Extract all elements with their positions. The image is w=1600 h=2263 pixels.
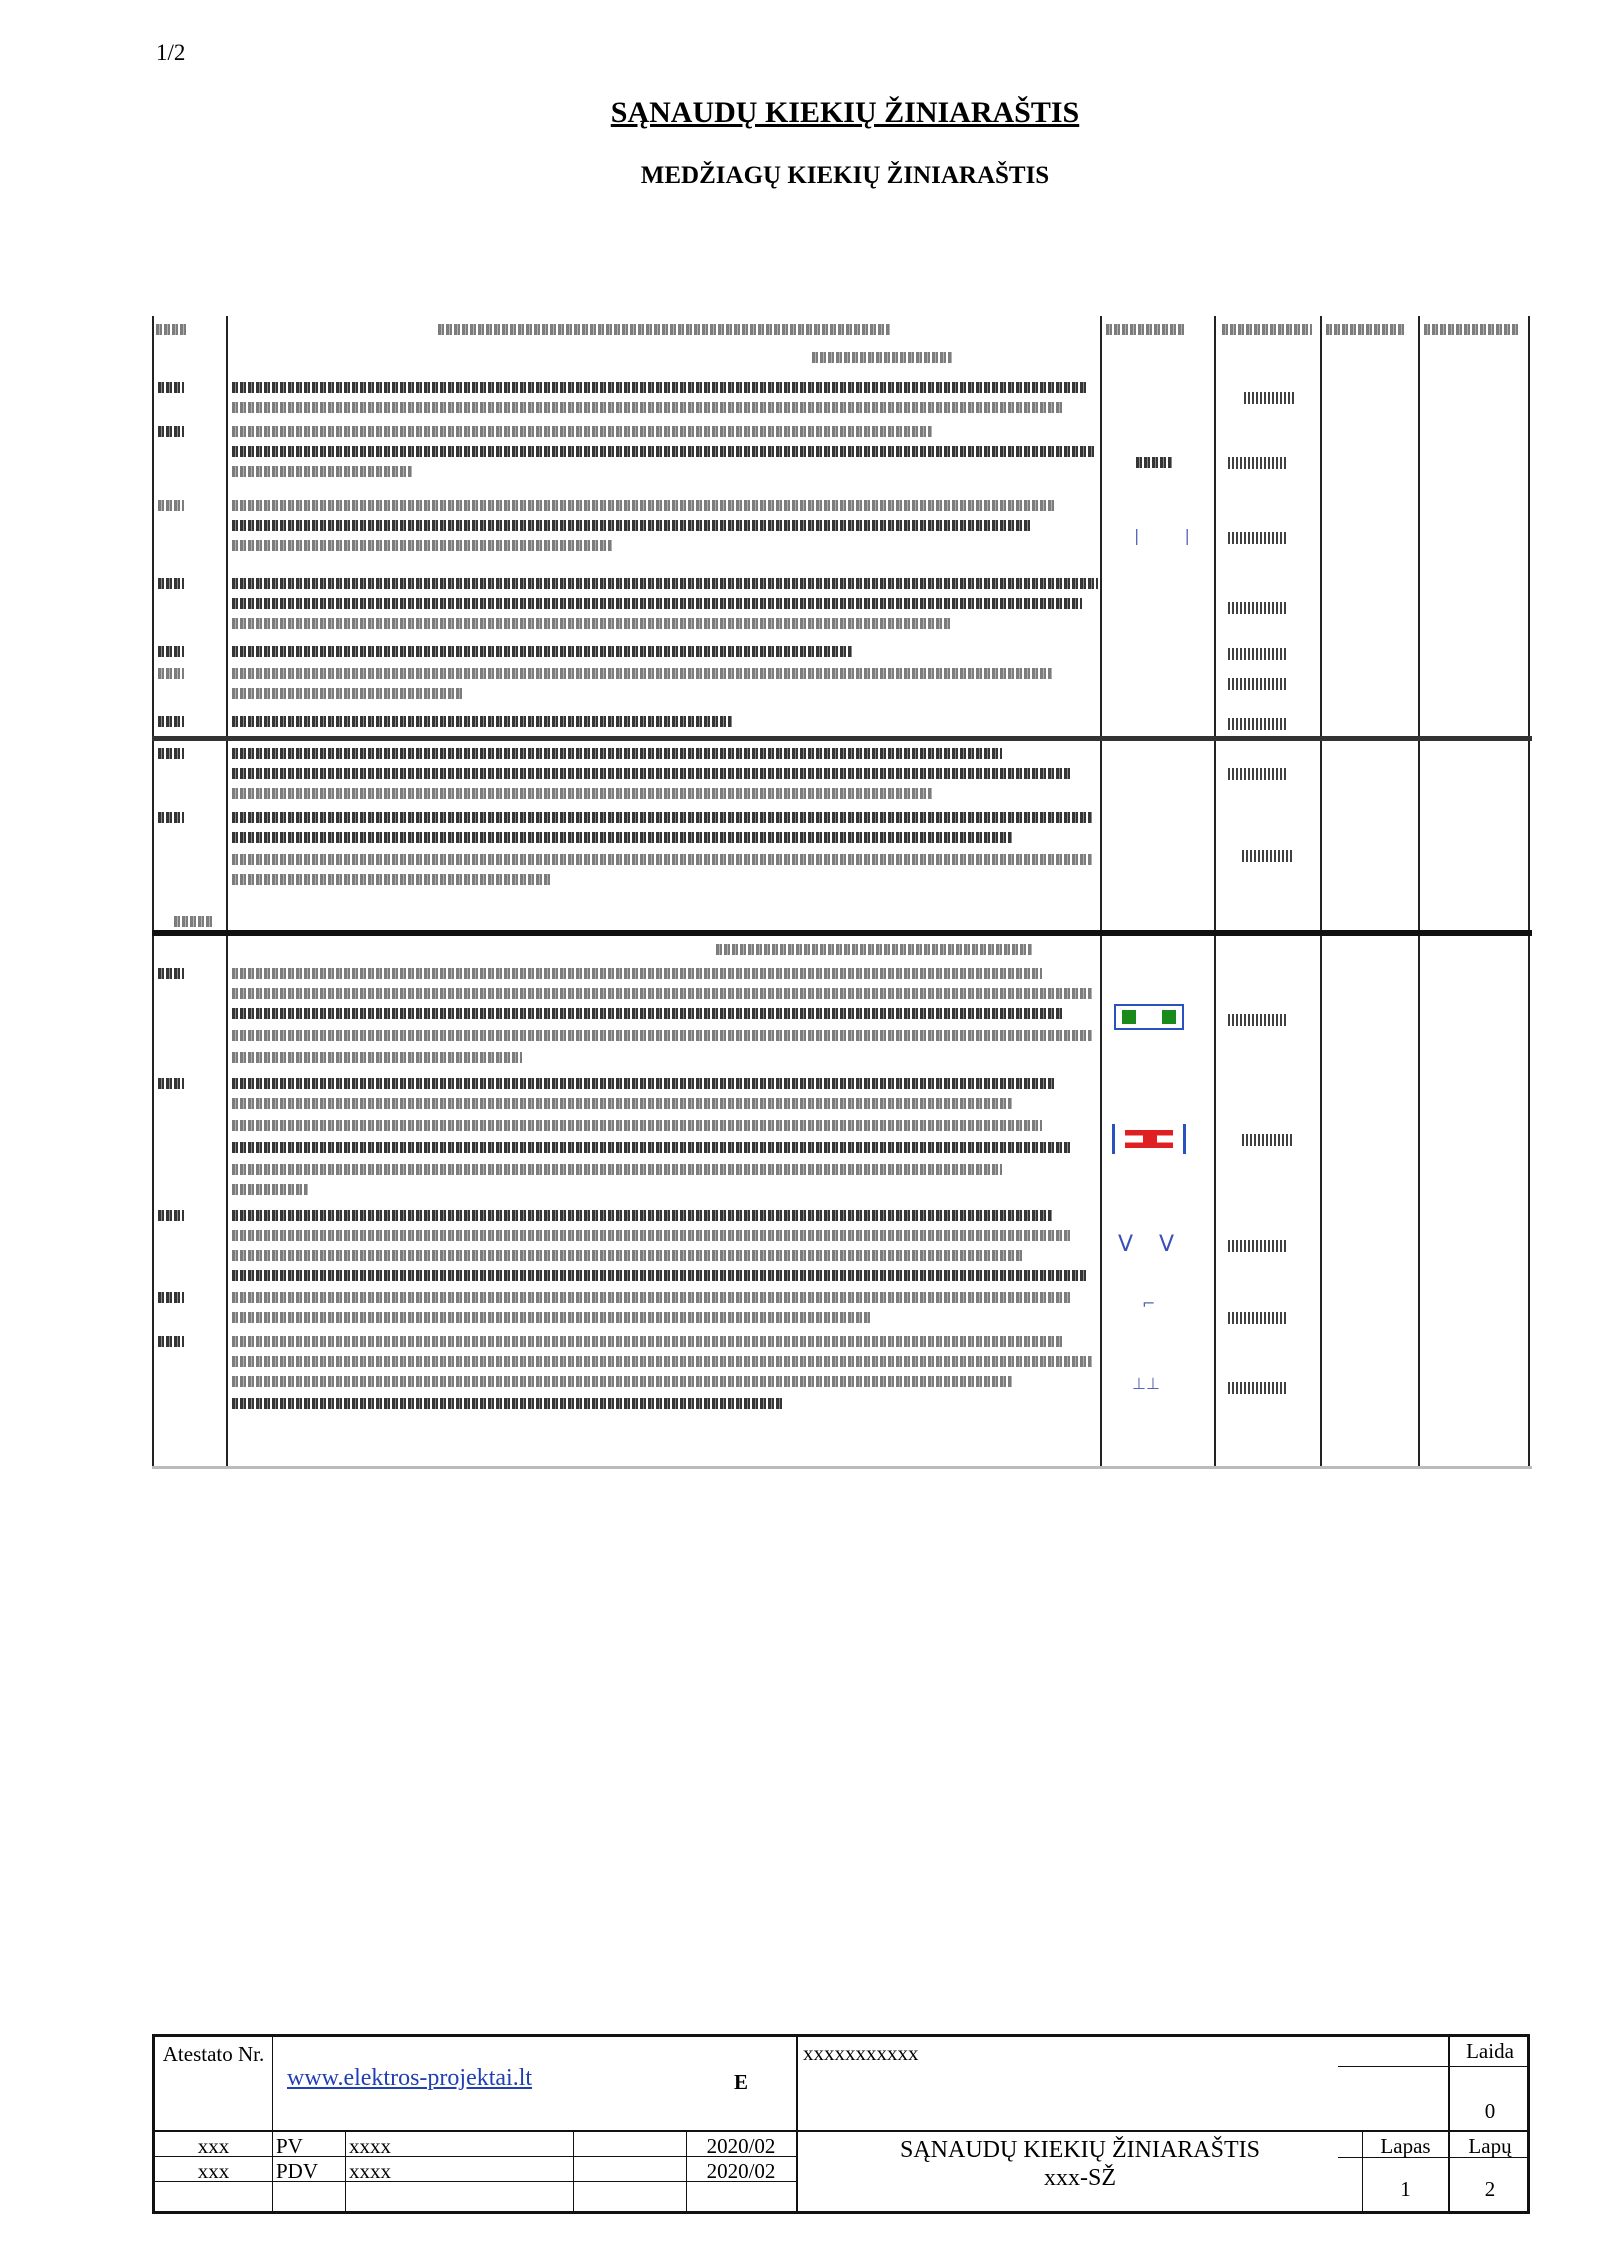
unit-cell	[1228, 1382, 1288, 1394]
website-link	[287, 2065, 532, 2092]
table-divider	[1100, 316, 1102, 1468]
materials-table	[152, 316, 1532, 1468]
unit-cell	[1228, 457, 1288, 469]
section-heading	[716, 944, 1032, 955]
row-text	[232, 426, 932, 437]
grid-line	[272, 2037, 273, 2130]
grid-line	[1338, 2066, 1527, 2067]
header-cell	[1106, 324, 1186, 335]
table-border	[1528, 316, 1530, 1468]
row2-code: xxx	[197, 2159, 230, 2183]
row-text	[232, 1210, 1052, 1221]
unit-cell	[1228, 1014, 1288, 1026]
row-text	[232, 748, 1002, 759]
row-text	[232, 646, 852, 657]
grid-line	[272, 2130, 273, 2211]
row-text	[232, 716, 732, 727]
row-text	[232, 402, 1062, 413]
row-text	[232, 466, 412, 477]
row-text	[232, 1184, 308, 1195]
row-text	[232, 500, 1056, 511]
unit-cell	[1242, 1134, 1294, 1146]
unit-cell	[1228, 768, 1288, 780]
row-text	[232, 618, 952, 629]
laida-value: 0	[1484, 2099, 1496, 2123]
table-border	[152, 316, 154, 1468]
header-cell	[1222, 324, 1312, 335]
row-text	[232, 788, 932, 799]
row-number	[158, 1292, 184, 1303]
row-text	[232, 1098, 1012, 1109]
grid-line	[155, 2130, 1527, 2132]
fixture-symbol-icon: VV	[1118, 1232, 1201, 1257]
logo-letter: E	[733, 2070, 748, 2094]
row1-name: xxxx	[349, 2134, 391, 2158]
grid-line	[345, 2130, 346, 2211]
row-number	[158, 578, 184, 589]
row1-code: xxx	[197, 2134, 230, 2158]
switch-symbol-icon: | |	[1134, 526, 1210, 545]
row-text	[232, 1164, 1002, 1175]
row-number	[158, 812, 184, 823]
row-text	[232, 1312, 872, 1323]
document-subtitle: MEDŽIAGŲ KIEKIŲ ŽINIARAŠTIS	[640, 162, 1050, 189]
table-bottom	[152, 1466, 1532, 1469]
row1-date: 2020/02	[706, 2134, 776, 2158]
row-number	[158, 1078, 184, 1089]
section-heading	[812, 352, 952, 363]
row-text	[232, 382, 1086, 393]
unit-cell	[1228, 532, 1288, 544]
table-divider	[226, 316, 228, 1468]
section-separator	[152, 736, 1532, 741]
row-text	[232, 598, 1082, 609]
row-text	[232, 1052, 522, 1063]
row-text	[232, 668, 1052, 679]
website-text[interactable]: www.elektros-projektai.lt	[287, 2065, 533, 2091]
row-number	[158, 500, 184, 511]
section-separator	[152, 930, 1532, 936]
row-number	[158, 668, 184, 679]
unit-cell	[1228, 718, 1288, 730]
row-text	[232, 988, 1092, 999]
row2-name: xxxx	[349, 2159, 391, 2183]
unit-cell	[1242, 850, 1294, 862]
row-text	[232, 1336, 1062, 1347]
row-number	[158, 646, 184, 657]
panel-symbol-icon	[1114, 1004, 1184, 1030]
row-text	[232, 688, 462, 699]
row-text	[232, 578, 1098, 589]
row1-role: PV	[276, 2134, 303, 2158]
row-text	[232, 832, 1012, 843]
row2-role: PDV	[276, 2159, 319, 2183]
header-cell	[1424, 324, 1520, 335]
row-text	[232, 1120, 1042, 1131]
unit-cell	[1244, 392, 1294, 404]
project-name: xxxxxxxxxxx	[803, 2041, 919, 2065]
row-text	[232, 446, 1094, 457]
row-number	[158, 968, 184, 979]
row-text	[232, 968, 1042, 979]
grid-line	[573, 2130, 574, 2211]
unit-cell	[1228, 678, 1288, 690]
title-block	[152, 2034, 1530, 2214]
symbol-cell	[1136, 457, 1172, 468]
row-text	[232, 1250, 1022, 1261]
row-text	[232, 1292, 1072, 1303]
row-number	[158, 716, 184, 727]
row-text	[232, 854, 1092, 865]
laida-label: Laida	[1466, 2039, 1514, 2063]
row-text	[232, 768, 1072, 779]
row-number	[158, 382, 184, 393]
row-text	[232, 1230, 1072, 1241]
page-number: 1/2	[156, 40, 186, 65]
lapu-label: Lapų	[1468, 2134, 1512, 2158]
outlet-symbol-icon: ⌐	[1142, 1294, 1156, 1313]
row-text	[232, 1078, 1056, 1089]
row-text	[232, 1356, 1092, 1367]
unit-cell	[1228, 1312, 1288, 1324]
unit-cell	[1228, 1240, 1288, 1252]
row2-date: 2020/02	[706, 2159, 776, 2183]
row-text	[232, 874, 552, 885]
row-number	[174, 916, 214, 927]
row-text	[232, 1398, 782, 1409]
row-text	[232, 812, 1092, 823]
row-text	[232, 520, 1032, 531]
header-cell	[1326, 324, 1406, 335]
row-text	[232, 540, 612, 551]
row-text	[232, 1142, 1072, 1153]
row-number	[158, 426, 184, 437]
lapas-value: 1	[1400, 2177, 1411, 2201]
doc-code: xxx-SŽ	[1044, 2165, 1116, 2191]
row-text	[232, 1376, 1012, 1387]
table-divider	[1214, 316, 1216, 1468]
atestato-label: Atestato Nr.	[162, 2042, 265, 2066]
lapas-label: Lapas	[1380, 2134, 1431, 2158]
header-cell	[438, 324, 890, 335]
lapu-value: 2	[1484, 2177, 1496, 2201]
document-title: SĄNAUDŲ KIEKIŲ ŽINIARAŠTIS	[610, 96, 1080, 129]
row-text	[232, 1008, 1062, 1019]
unit-cell	[1228, 648, 1288, 660]
table-divider	[1418, 316, 1420, 1468]
row-text	[232, 1270, 1088, 1281]
switch-symbol-icon: ⊥⊥	[1132, 1374, 1160, 1393]
table-divider	[1320, 316, 1322, 1468]
unit-cell	[1228, 602, 1288, 614]
doc-title: SĄNAUDŲ KIEKIŲ ŽINIARAŠTIS	[900, 2137, 1260, 2163]
row-text	[232, 1030, 1092, 1041]
row-number	[158, 1210, 184, 1221]
row-number	[158, 748, 184, 759]
header-cell	[156, 324, 186, 335]
row-number	[158, 1336, 184, 1347]
distribution-board-icon	[1112, 1124, 1186, 1154]
